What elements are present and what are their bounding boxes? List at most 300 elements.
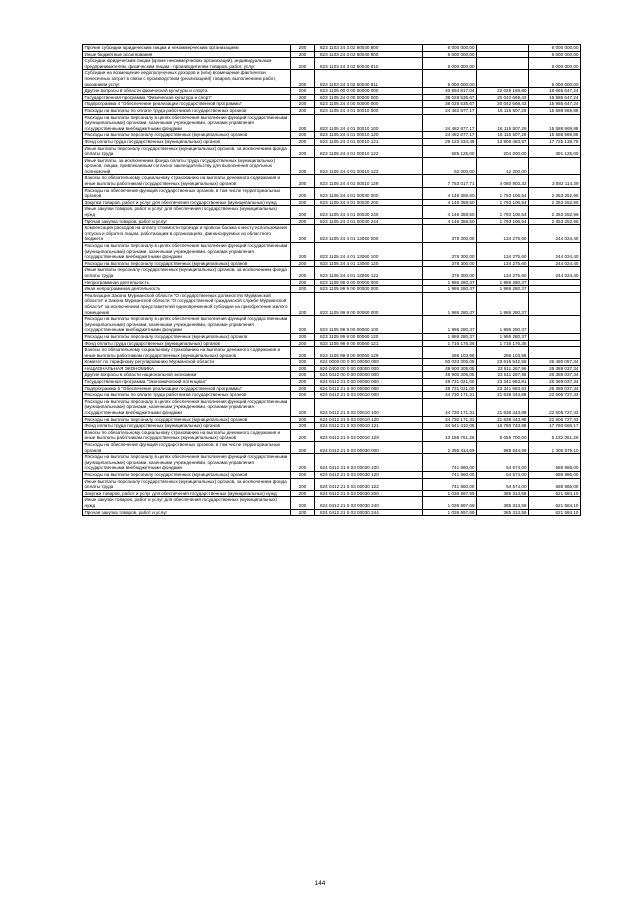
budget-execution-table (82, 44, 581, 516)
row-executed-amount-cell: 21 638 443,88 (477, 392, 529, 399)
row-line-code-cell: 200 (291, 385, 315, 392)
row-executed-amount-cell: 1 793 106,54 (477, 199, 529, 206)
row-name-cell: Иные закупки товаров, работ и услуг для обеспечения государственных (муниципальных) нужд (83, 206, 291, 218)
table-row (83, 509, 581, 516)
row-name-cell: Расходы на выплаты персоналу государственных (муниципальных) органов (83, 416, 291, 423)
row-executed-amount-cell: 385 313,59 (477, 497, 529, 509)
row-approved-amount-cell: 10 188 761,26 (423, 429, 477, 441)
row-approved-amount-cell: 1 716 176,36 (423, 340, 477, 347)
row-unexecuted-amount-cell: 26 480 057,34 (529, 359, 581, 366)
row-name-cell: Расходы на выплаты по оплате труда работников государственных органов (83, 107, 291, 114)
table-row (83, 416, 581, 423)
row-name-cell: Прочая закупка товаров, работ и услуг (83, 509, 291, 516)
table-row (83, 157, 581, 175)
row-approved-amount-cell: 49 900 305,05 (423, 365, 477, 372)
row-line-code-cell: 200 (291, 359, 315, 366)
row-approved-amount-cell: 378 300,00 (423, 267, 477, 279)
row-unexecuted-amount-cell: 26 389 037,34 (529, 365, 581, 372)
row-unexecuted-amount-cell: 22 505 727,43 (529, 392, 581, 399)
table-row (83, 88, 581, 95)
row-classification-code-cell: 824 0412 21 5 03 00030 100 (315, 454, 423, 472)
row-classification-code-cell: 823 1105 24 4 00 00000 000 (315, 101, 423, 108)
row-executed-amount-cell: 1 986 280,37 (477, 292, 529, 315)
row-name-cell: Расходы на выплаты персоналу в целях обеспечения выполнения функций государственными (муниципальными) органами, казенными учреждениями, органами управления государственными внебюджетными фондами (83, 243, 291, 261)
row-unexecuted-amount-cell: 2 353 252,96 (529, 199, 581, 206)
row-executed-amount-cell: 385 313,59 (477, 509, 529, 516)
row-line-code-cell: 200 (291, 398, 315, 416)
row-name-cell: Комитет по тарифному регулированию Мурманской области (83, 359, 291, 366)
row-name-cell: Иная непрограммная деятельность (83, 286, 291, 293)
row-approved-amount-cell: 378 300,00 (423, 260, 477, 267)
row-name-cell: Иные выплаты персоналу государственных (муниципальных) органов, за исключением фонда оплаты труда (83, 478, 291, 490)
row-approved-amount-cell: 1 036 697,69 (423, 490, 477, 497)
table-row (83, 279, 581, 286)
table-row (83, 497, 581, 509)
row-approved-amount-cell: 1 036 697,69 (423, 497, 477, 509)
row-executed-amount-cell: 23 341 983,91 (477, 379, 529, 386)
table-row (83, 45, 581, 52)
row-executed-amount-cell: 23 341 983,91 (477, 385, 529, 392)
row-approved-amount-cell: 6 000 000,00 (423, 58, 477, 70)
row-name-cell: Прочие субсидии юридическим лицам и некоммерческим организациям (83, 45, 291, 52)
row-approved-amount-cell: 1 986 280,37 (423, 333, 477, 340)
row-approved-amount-cell: 34 541 410,05 (423, 423, 477, 430)
row-classification-code-cell: 823 1103 24 3 02 60040 800 (315, 45, 423, 52)
row-executed-amount-cell: 16 115 507,29 (477, 114, 529, 132)
row-executed-amount-cell (477, 45, 529, 52)
table-row (83, 471, 581, 478)
row-executed-amount-cell: 54 574,00 (477, 471, 529, 478)
row-approved-amount-cell: 50 033 305,05 (423, 359, 477, 366)
row-classification-code-cell: 824 0412 21 5 03 00010 120 (315, 416, 423, 423)
row-classification-code-cell: 824 0412 21 5 03 00030 120 (315, 471, 423, 478)
row-line-code-cell: 200 (291, 157, 315, 175)
row-approved-amount-cell: 49 900 305,05 (423, 372, 477, 379)
row-unexecuted-amount-cell: 26 389 037,34 (529, 379, 581, 386)
row-unexecuted-amount-cell: 244 024,40 (529, 267, 581, 279)
row-classification-code-cell: 823 1103 24 3 02 60040 810 (315, 58, 423, 70)
row-classification-code-cell: 823 1105 24 4 01 13060 000 (315, 225, 423, 243)
row-name-cell: Компенсация расходов на оплату стоимости проезда и провоза багажа к месту использования отпуска и обратно лицам, работающим в организациях, финансируемых из областного бюджета (83, 225, 291, 243)
row-executed-amount-cell: 20 042 669,43 (477, 94, 529, 101)
table-row (83, 478, 581, 490)
row-classification-code-cell: 824 0412 21 0 00 00000 000 (315, 379, 423, 386)
row-name-cell: Подпрограмма 5 "Обеспечение реализации государственной программы" (83, 385, 291, 392)
row-approved-amount-cell: 741 860,00 (423, 471, 477, 478)
row-classification-code-cell: 824 0412 00 0 00 00000 000 (315, 372, 423, 379)
row-approved-amount-cell: 741 860,00 (423, 478, 477, 490)
row-unexecuted-amount-cell: 15 985 647,24 (529, 94, 581, 101)
row-unexecuted-amount-cell: 15 985 647,24 (529, 101, 581, 108)
row-classification-code-cell: 823 1105 24 4 01 00030 240 (315, 206, 423, 218)
row-unexecuted-amount-cell (529, 292, 581, 315)
table-row (83, 429, 581, 441)
row-executed-amount-cell: 286 103,96 (477, 347, 529, 359)
row-line-code-cell: 200 (291, 58, 315, 70)
table-row (83, 490, 581, 497)
row-name-cell: Закупка товаров, работ и услуг для обеспечения государственных (муниципальных) нужд (83, 490, 291, 497)
row-executed-amount-cell: 21 638 443,88 (477, 416, 529, 423)
row-executed-amount-cell: 23 615 542,56 (477, 359, 529, 366)
row-classification-code-cell: 823 1105 24 4 01 00010 000 (315, 107, 423, 114)
row-executed-amount-cell: 1 716 176,36 (477, 340, 529, 347)
row-line-code-cell: 200 (291, 286, 315, 293)
row-line-code-cell: 200 (291, 218, 315, 225)
row-unexecuted-amount-cell: 5 132 061,26 (529, 429, 581, 441)
table-row (83, 454, 581, 472)
row-executed-amount-cell: 134 275,60 (477, 267, 529, 279)
row-executed-amount-cell: 16 115 507,29 (477, 132, 529, 139)
table-row (83, 365, 581, 372)
row-executed-amount-cell: 204 000,00 (477, 145, 529, 157)
row-line-code-cell: 200 (291, 340, 315, 347)
row-classification-code-cell: 824 0412 21 5 03 00010 121 (315, 423, 423, 430)
table-row (83, 423, 581, 430)
row-executed-amount-cell: 54 574,00 (477, 478, 529, 490)
row-unexecuted-amount-cell: 686 986,00 (529, 478, 581, 490)
row-approved-amount-cell: 49 731 021,00 (423, 385, 477, 392)
row-name-cell: Расходы на выплаты по оплате труда работников государственных органов (83, 392, 291, 399)
row-executed-amount-cell: 23 511 267,96 (477, 365, 529, 372)
table-row (83, 379, 581, 386)
table-row (83, 372, 581, 379)
row-name-cell: Расходы на обеспечение функций государственных органов, в том числе территориальных органов (83, 187, 291, 199)
row-approved-amount-cell: 4 146 359,50 (423, 199, 477, 206)
row-approved-amount-cell: 4 146 359,50 (423, 206, 477, 218)
row-classification-code-cell: 823 1105 24 0 00 00000 000 (315, 94, 423, 101)
table-row (83, 316, 581, 334)
row-approved-amount-cell: 6 000 000,00 (423, 70, 477, 88)
row-line-code-cell: 200 (291, 379, 315, 386)
row-name-cell: Другие вопросы в области физической культуры и спорта (83, 88, 291, 95)
table-row (83, 175, 581, 187)
row-name-cell: НАЦИОНАЛЬНАЯ ЭКОНОМИКА (83, 365, 291, 372)
row-line-code-cell: 200 (291, 509, 315, 516)
row-classification-code-cell: 823 1105 99 9 00 00060 100 (315, 316, 423, 334)
row-executed-amount-cell: 20 042 669,43 (477, 101, 529, 108)
row-approved-amount-cell: 378 300,00 (423, 243, 477, 261)
row-unexecuted-amount-cell (529, 279, 581, 286)
row-name-cell: Расходы на выплаты персоналу государственных (муниципальных) органов (83, 471, 291, 478)
row-line-code-cell: 200 (291, 175, 315, 187)
row-line-code-cell: 200 (291, 497, 315, 509)
table-row (83, 398, 581, 416)
table-row (83, 138, 581, 145)
row-unexecuted-amount-cell: 244 024,40 (529, 243, 581, 261)
row-line-code-cell: 200 (291, 187, 315, 199)
row-executed-amount-cell: 1 793 106,54 (477, 187, 529, 199)
row-classification-code-cell: 823 1105 24 4 01 00030 000 (315, 187, 423, 199)
row-unexecuted-amount-cell: 244 024,40 (529, 225, 581, 243)
table-row (83, 132, 581, 139)
row-executed-amount-cell: 54 574,00 (477, 454, 529, 472)
row-approved-amount-cell: 38 028 535,67 (423, 94, 477, 101)
row-approved-amount-cell: 4 146 359,50 (423, 218, 477, 225)
budget-table-sheet (82, 44, 580, 516)
row-line-code-cell: 200 (291, 138, 315, 145)
row-name-cell: Субсидии юридическим лицам (кроме некоммерческих организаций), индивидуальным предпринимателям, физическим лицам - производителям товаров, работ, услуг (83, 58, 291, 70)
row-name-cell: Государственная программа "Физическая культура и спорт" (83, 94, 291, 101)
table-row (83, 107, 581, 114)
row-classification-code-cell: 823 1103 24 3 02 60040 800 (315, 51, 423, 58)
row-line-code-cell: 200 (291, 206, 315, 218)
row-classification-code-cell: 824 0412 21 5 03 00010 100 (315, 398, 423, 416)
row-line-code-cell: 200 (291, 70, 315, 88)
row-classification-code-cell: 823 1105 24 4 01 00010 120 (315, 132, 423, 139)
row-unexecuted-amount-cell: 1 306 579,10 (529, 442, 581, 454)
row-line-code-cell: 200 (291, 316, 315, 334)
row-unexecuted-amount-cell: 621 584,10 (529, 509, 581, 516)
row-unexecuted-amount-cell: 6 000 000,00 (529, 70, 581, 88)
table-row (83, 225, 581, 243)
table-row (83, 58, 581, 70)
table-row (83, 206, 581, 218)
row-classification-code-cell: 823 1105 00 0 00 00000 000 (315, 88, 423, 95)
table-row (83, 145, 581, 157)
row-classification-code-cell: 823 1103 24 3 02 60040 811 (315, 70, 423, 88)
row-unexecuted-amount-cell: 2 353 252,96 (529, 187, 581, 199)
row-unexecuted-amount-cell: 17 760 666,17 (529, 423, 581, 430)
table-row (83, 392, 581, 399)
row-executed-amount-cell: 134 275,60 (477, 260, 529, 267)
row-name-cell: Расходы на выплаты персоналу в целях обеспечения выполнения функций государственными (муниципальными) органами, казенными учреждениями, органами управления государственными внебюджетными фондами (83, 398, 291, 416)
row-name-cell: Взносы по обязательному социальному страхованию на выплаты денежного содержания и иные выплаты работникам государственных (муниципальных) органов (83, 347, 291, 359)
page-number: 144 (314, 880, 326, 887)
row-executed-amount-cell (477, 70, 529, 88)
row-approved-amount-cell: 44 730 171,31 (423, 416, 477, 423)
row-unexecuted-amount-cell: 18 665 647,24 (529, 88, 581, 95)
row-name-cell: Фонд оплаты труда государственных (муниципальных) органов (83, 423, 291, 430)
row-name-cell: Закупка товаров, работ и услуг для обеспечения государственных (муниципальных) нужд (83, 199, 291, 206)
row-executed-amount-cell: 22 029 169,80 (477, 88, 529, 95)
row-approved-amount-cell: 24 482 877,17 (423, 107, 477, 114)
row-executed-amount-cell: 1 793 106,54 (477, 218, 529, 225)
table-row (83, 340, 581, 347)
row-line-code-cell: 200 (291, 101, 315, 108)
row-classification-code-cell: 823 1105 99 9 00 00060 129 (315, 347, 423, 359)
row-classification-code-cell: 823 1105 99 0 00 00000 000 (315, 279, 423, 286)
row-line-code-cell: 200 (291, 267, 315, 279)
row-approved-amount-cell: 38 028 535,67 (423, 101, 477, 108)
row-approved-amount-cell: 49 731 021,00 (423, 379, 477, 386)
row-approved-amount-cell: 1 986 280,37 (423, 286, 477, 293)
row-executed-amount-cell: 12 200,00 (477, 157, 529, 175)
row-line-code-cell: 200 (291, 145, 315, 157)
row-classification-code-cell: 824 0412 21 5 03 00030 122 (315, 478, 423, 490)
row-approved-amount-cell: 378 300,00 (423, 225, 477, 243)
row-unexecuted-amount-cell (529, 333, 581, 340)
row-approved-amount-cell: 44 730 171,31 (423, 398, 477, 416)
row-name-cell: Субсидии на возмещение недополученных доходов и (или) возмещение фактически понесенных затрат в связи с производством (реализацией) товаров, выполнением работ, оказанием услуг (83, 70, 291, 88)
row-approved-amount-cell: 4 146 359,50 (423, 187, 477, 199)
row-approved-amount-cell: 741 860,00 (423, 454, 477, 472)
row-line-code-cell: 200 (291, 423, 315, 430)
row-unexecuted-amount-cell: 621 584,10 (529, 490, 581, 497)
row-classification-code-cell: 823 1105 24 4 01 00010 123 (315, 157, 423, 175)
row-classification-code-cell: 823 1105 24 4 01 00030 200 (315, 199, 423, 206)
row-line-code-cell: 200 (291, 490, 315, 497)
row-approved-amount-cell: 24 482 877,17 (423, 132, 477, 139)
row-classification-code-cell: 823 1105 24 4 01 00010 129 (315, 175, 423, 187)
row-classification-code-cell: 823 1105 24 4 01 00030 244 (315, 218, 423, 225)
row-name-cell: Взносы по обязательному социальному страхованию на выплаты денежного содержания и иные выплаты работникам государственных (муниципальных) органов (83, 175, 291, 187)
row-classification-code-cell: 823 1105 99 9 00 00060 000 (315, 292, 423, 315)
row-name-cell: Фонд оплаты труда государственных (муниципальных) органов (83, 340, 291, 347)
table-row (83, 114, 581, 132)
row-unexecuted-amount-cell (529, 157, 581, 175)
table-row (83, 286, 581, 293)
row-name-cell: Другие вопросы в области национальной экономики (83, 372, 291, 379)
row-unexecuted-amount-cell: 6 000 000,00 (529, 51, 581, 58)
row-classification-code-cell: 824 0400 00 0 00 00000 000 (315, 365, 423, 372)
row-unexecuted-amount-cell: 26 389 037,34 (529, 372, 581, 379)
row-name-cell: Расходы на выплаты персоналу в целях обеспечения выполнения функций государственными (муниципальными) органами, казенными учреждениями, органами управления государственными внебюджетными фондами (83, 454, 291, 472)
table-row (83, 385, 581, 392)
table-row (83, 333, 581, 340)
row-approved-amount-cell: 585 125,00 (423, 145, 477, 157)
row-name-cell: Реализация Закона Мурманской области "О государственных должностях Мурманской области" и Закона Мурманской области "О государственной гражданской службе Мурманской области" за исключением представителей единовременной субсидии на приобретение жилого помещения (83, 292, 291, 315)
row-executed-amount-cell: 5 055 700,00 (477, 429, 529, 441)
row-line-code-cell: 200 (291, 114, 315, 132)
row-name-cell: Иные выплаты персоналу государственных (муниципальных) органов, за исключением фонда оплаты труда (83, 267, 291, 279)
row-name-cell: Расходы на выплаты персоналу в целях обеспечения выполнения функций государственными (муниципальными) органами, казенными учреждениями, органами управления государственными внебюджетными фондами (83, 114, 291, 132)
row-executed-amount-cell (477, 58, 529, 70)
row-line-code-cell: 200 (291, 365, 315, 372)
row-line-code-cell: 200 (291, 94, 315, 101)
row-line-code-cell: 200 (291, 279, 315, 286)
row-classification-code-cell: 824 0412 21 5 03 00010 129 (315, 429, 423, 441)
row-approved-amount-cell: 1 986 280,37 (423, 279, 477, 286)
table-row (83, 347, 581, 359)
row-unexecuted-amount-cell: 621 584,10 (529, 497, 581, 509)
row-executed-amount-cell (477, 51, 529, 58)
row-line-code-cell: 200 (291, 347, 315, 359)
row-approved-amount-cell: 1 986 280,37 (423, 316, 477, 334)
row-executed-amount-cell: 16 780 743,88 (477, 423, 529, 430)
row-line-code-cell: 200 (291, 292, 315, 315)
row-line-code-cell: 200 (291, 260, 315, 267)
row-line-code-cell: 200 (291, 199, 315, 206)
row-line-code-cell: 200 (291, 392, 315, 399)
row-unexecuted-amount-cell: 26 389 037,34 (529, 385, 581, 392)
row-unexecuted-amount-cell: 22 505 727,43 (529, 398, 581, 416)
row-executed-amount-cell: 1 986 280,37 (477, 279, 529, 286)
table-row (83, 94, 581, 101)
row-line-code-cell: 200 (291, 372, 315, 379)
row-unexecuted-amount-cell: 686 986,00 (529, 471, 581, 478)
table-row (83, 218, 581, 225)
row-unexecuted-amount-cell: 6 000 000,00 (529, 45, 581, 52)
table-row (83, 101, 581, 108)
row-unexecuted-amount-cell (529, 340, 581, 347)
row-line-code-cell: 200 (291, 333, 315, 340)
row-name-cell: Иные закупки товаров, работ и услуг для обеспечения государственных (муниципальных) нужд (83, 497, 291, 509)
row-name-cell: Государственная программа "Экономический потенциал" (83, 379, 291, 386)
row-unexecuted-amount-cell: 2 353 252,96 (529, 218, 581, 225)
row-name-cell: Расходы на выплаты персоналу государственных (муниципальных) органов (83, 260, 291, 267)
row-unexecuted-amount-cell (529, 286, 581, 293)
row-classification-code-cell: 824 0412 21 5 03 00010 000 (315, 392, 423, 399)
row-executed-amount-cell: 21 638 443,88 (477, 398, 529, 416)
row-classification-code-cell: 823 1105 99 9 00 00060 120 (315, 333, 423, 340)
row-executed-amount-cell: 13 806 483,97 (477, 138, 529, 145)
table-row (83, 442, 581, 454)
row-approved-amount-cell: 2 395 414,69 (423, 442, 477, 454)
row-name-cell: Подпрограмма 4 "Обеспечение реализации государственной программы" (83, 101, 291, 108)
row-executed-amount-cell: 23 511 267,96 (477, 372, 529, 379)
table-row (83, 187, 581, 199)
row-classification-code-cell: 823 1105 99 9 00 00060 121 (315, 340, 423, 347)
row-classification-code-cell: 823 1105 24 4 01 00010 100 (315, 114, 423, 132)
row-line-code-cell: 200 (291, 88, 315, 95)
row-unexecuted-amount-cell: 15 588 969,88 (529, 114, 581, 132)
table-row (83, 51, 581, 58)
row-executed-amount-cell: 385 313,59 (477, 490, 529, 497)
row-name-cell: Расходы на обеспечение функций государственных органов, в том числе территориальных органов (83, 442, 291, 454)
row-approved-amount-cell: 24 482 877,17 (423, 114, 477, 132)
table-row (83, 243, 581, 261)
table-row (83, 292, 581, 315)
row-unexecuted-amount-cell: 22 505 727,43 (529, 416, 581, 423)
row-approved-amount-cell: 7 753 017,71 (423, 175, 477, 187)
row-name-cell: Расходы на выплаты персоналу в целях обеспечения выполнения функций государственными (муниципальными) органами, казенными учреждениями, органами управления государственными внебюджетными фондами (83, 316, 291, 334)
table-row (83, 359, 581, 366)
row-approved-amount-cell: 1 036 697,69 (423, 509, 477, 516)
row-line-code-cell: 200 (291, 243, 315, 261)
row-executed-amount-cell: 1 986 280,37 (477, 316, 529, 334)
row-unexecuted-amount-cell: 244 024,40 (529, 260, 581, 267)
row-classification-code-cell: 824 0412 21 5 00 00000 000 (315, 385, 423, 392)
row-executed-amount-cell: 134 275,60 (477, 243, 529, 261)
row-classification-code-cell: 823 1105 24 4 01 00010 121 (315, 138, 423, 145)
row-name-cell: Прочая закупка товаров, работ и услуг (83, 218, 291, 225)
row-approved-amount-cell: 6 000 000,00 (423, 45, 477, 52)
row-approved-amount-cell: 6 000 000,00 (423, 51, 477, 58)
row-executed-amount-cell: 1 793 106,54 (477, 206, 529, 218)
row-classification-code-cell: 824 0412 21 5 03 00030 244 (315, 509, 423, 516)
row-line-code-cell: 200 (291, 478, 315, 490)
row-approved-amount-cell: 52 000,00 (423, 157, 477, 175)
row-name-cell: Иные бюджетные ассигнования (83, 51, 291, 58)
row-name-cell: Взносы по обязательному социальному страхованию на выплаты денежного содержания и иные выплаты работникам государственных (муниципальных) органов (83, 429, 291, 441)
row-unexecuted-amount-cell: 17 725 138,79 (529, 138, 581, 145)
row-line-code-cell: 200 (291, 471, 315, 478)
row-approved-amount-cell: 44 730 171,31 (423, 392, 477, 399)
row-executed-amount-cell: 4 080 903,32 (477, 175, 529, 187)
row-line-code-cell: 200 (291, 225, 315, 243)
row-name-cell: Иные выплаты персоналу государственных (муниципальных) органов, за исключением фонда оплаты труда (83, 145, 291, 157)
table-row (83, 70, 581, 88)
row-line-code-cell: 200 (291, 429, 315, 441)
row-executed-amount-cell: 1 986 280,37 (477, 286, 529, 293)
row-approved-amount-cell: 286 103,96 (423, 347, 477, 359)
row-name-cell: Непрограммная деятельность (83, 279, 291, 286)
row-line-code-cell: 200 (291, 45, 315, 52)
row-unexecuted-amount-cell: 15 588 969,88 (529, 107, 581, 114)
row-classification-code-cell: 824 0412 21 5 03 00030 200 (315, 490, 423, 497)
row-unexecuted-amount-cell (529, 316, 581, 334)
row-name-cell: Иные выплаты, за исключением фонда оплаты труда государственных (муниципальных) органов, лицам, привлекаемым согласно законодательству для выполнения отдельных полномочий (83, 157, 291, 175)
row-name-cell: Фонд оплаты труда государственных (муниципальных) органов (83, 138, 291, 145)
row-unexecuted-amount-cell: 2 353 252,96 (529, 206, 581, 218)
row-approved-amount-cell: 1 986 280,37 (423, 292, 477, 315)
row-line-code-cell: 200 (291, 132, 315, 139)
row-line-code-cell: 200 (291, 107, 315, 114)
table-row (83, 199, 581, 206)
row-classification-code-cell: 823 1105 24 4 01 13060 120 (315, 260, 423, 267)
row-classification-code-cell: 824 0000 00 0 00 00000 000 (315, 359, 423, 366)
row-name-cell: Расходы на выплаты персоналу государственных (муниципальных) органов (83, 132, 291, 139)
